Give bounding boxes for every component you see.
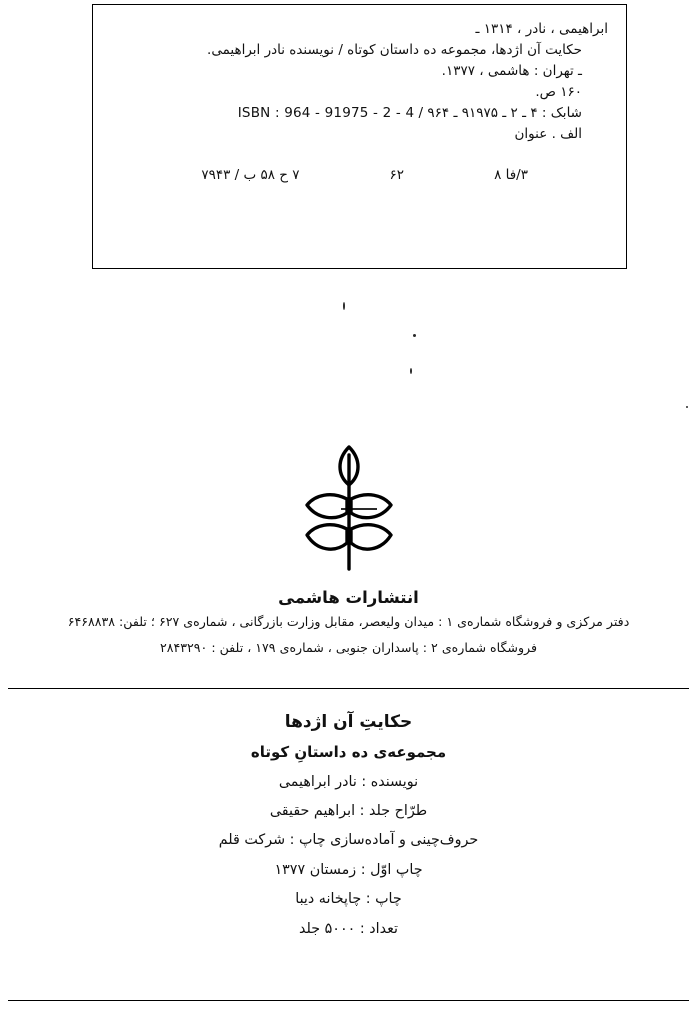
colophon-print-run: تعداد : ۵۰۰۰ جلد — [299, 920, 398, 937]
cip-class-left: ۳/فا ۸ — [494, 166, 528, 183]
colophon-typesetting: حروف‌چینی و آماده‌سازی چاپ : شرکت قلم — [218, 832, 479, 849]
publisher-address-line-2: فروشگاه شماره‌ی ۲ : پاسداران جنوبی ، شماره‌ی ۱۷۹ ، تلفن : ۲۸۴۳۲۹۰ — [159, 640, 538, 656]
book-title: حکایتِ آن اژدها — [284, 712, 413, 732]
publisher-name: انتشارات هاشمی — [278, 588, 419, 607]
scan-speck — [413, 334, 416, 337]
scan-speck — [410, 368, 412, 374]
cip-line-imprint: ـ تهران : هاشمی ، ۱۳۷۷. — [441, 62, 582, 79]
colophon-cover-designer: طرّاح جلد : ابراهیم حقیقی — [269, 802, 428, 819]
scan-speck — [343, 302, 345, 310]
cip-line-author: ابراهیمی ، نادر ، ۱۳۱۴ ـ — [475, 21, 608, 37]
publisher-logo — [0, 443, 697, 571]
cip-line-pages: ۱۶۰ ص. — [535, 83, 582, 100]
publisher-address-line-1: دفتر مرکزی و فروشگاه شماره‌ی ۱ : میدان ولیعصر، مقابل وزارت بازرگانی ، شماره‌ی ۶۲۷ ؛ تلفن: ۶۴۶۸۸۳۸ — [67, 614, 630, 629]
colophon-edition: چاپ اوّل : زمستان ۱۳۷۷ — [274, 861, 423, 878]
divider-top — [8, 688, 689, 689]
cip-line-title: حکایت آن اژدها، مجموعه ده داستان کوتاه / نویسنده نادر ابراهیمی. — [207, 41, 582, 58]
cip-class-middle: ۶۲ — [389, 166, 405, 183]
cip-classification-row — [111, 167, 608, 183]
colophon-printer: چاپ : چاپخانه دیبا — [295, 891, 402, 908]
divider-bottom — [8, 1000, 689, 1001]
cip-line-isbn: شابک : ۴ ـ ۲ ـ ۹۱۹۷۵ ـ ۹۶۴ / ISBN : 964 - 91975 - 2 - 4 — [237, 104, 582, 121]
colophon-block — [0, 706, 697, 944]
publisher-block — [0, 588, 697, 659]
cip-box — [92, 4, 627, 269]
book-subtitle: مجموعه‌ی ده داستانِ کوتاه — [250, 743, 447, 762]
colophon-author: نویسنده : نادر ابراهیمی — [278, 773, 419, 790]
cip-class-right: ۷ ح ۵۸ ب / ۷۹۴۳ — [201, 166, 300, 183]
scan-speck — [686, 406, 688, 408]
cip-line-subject: الف . عنوان — [514, 125, 582, 142]
